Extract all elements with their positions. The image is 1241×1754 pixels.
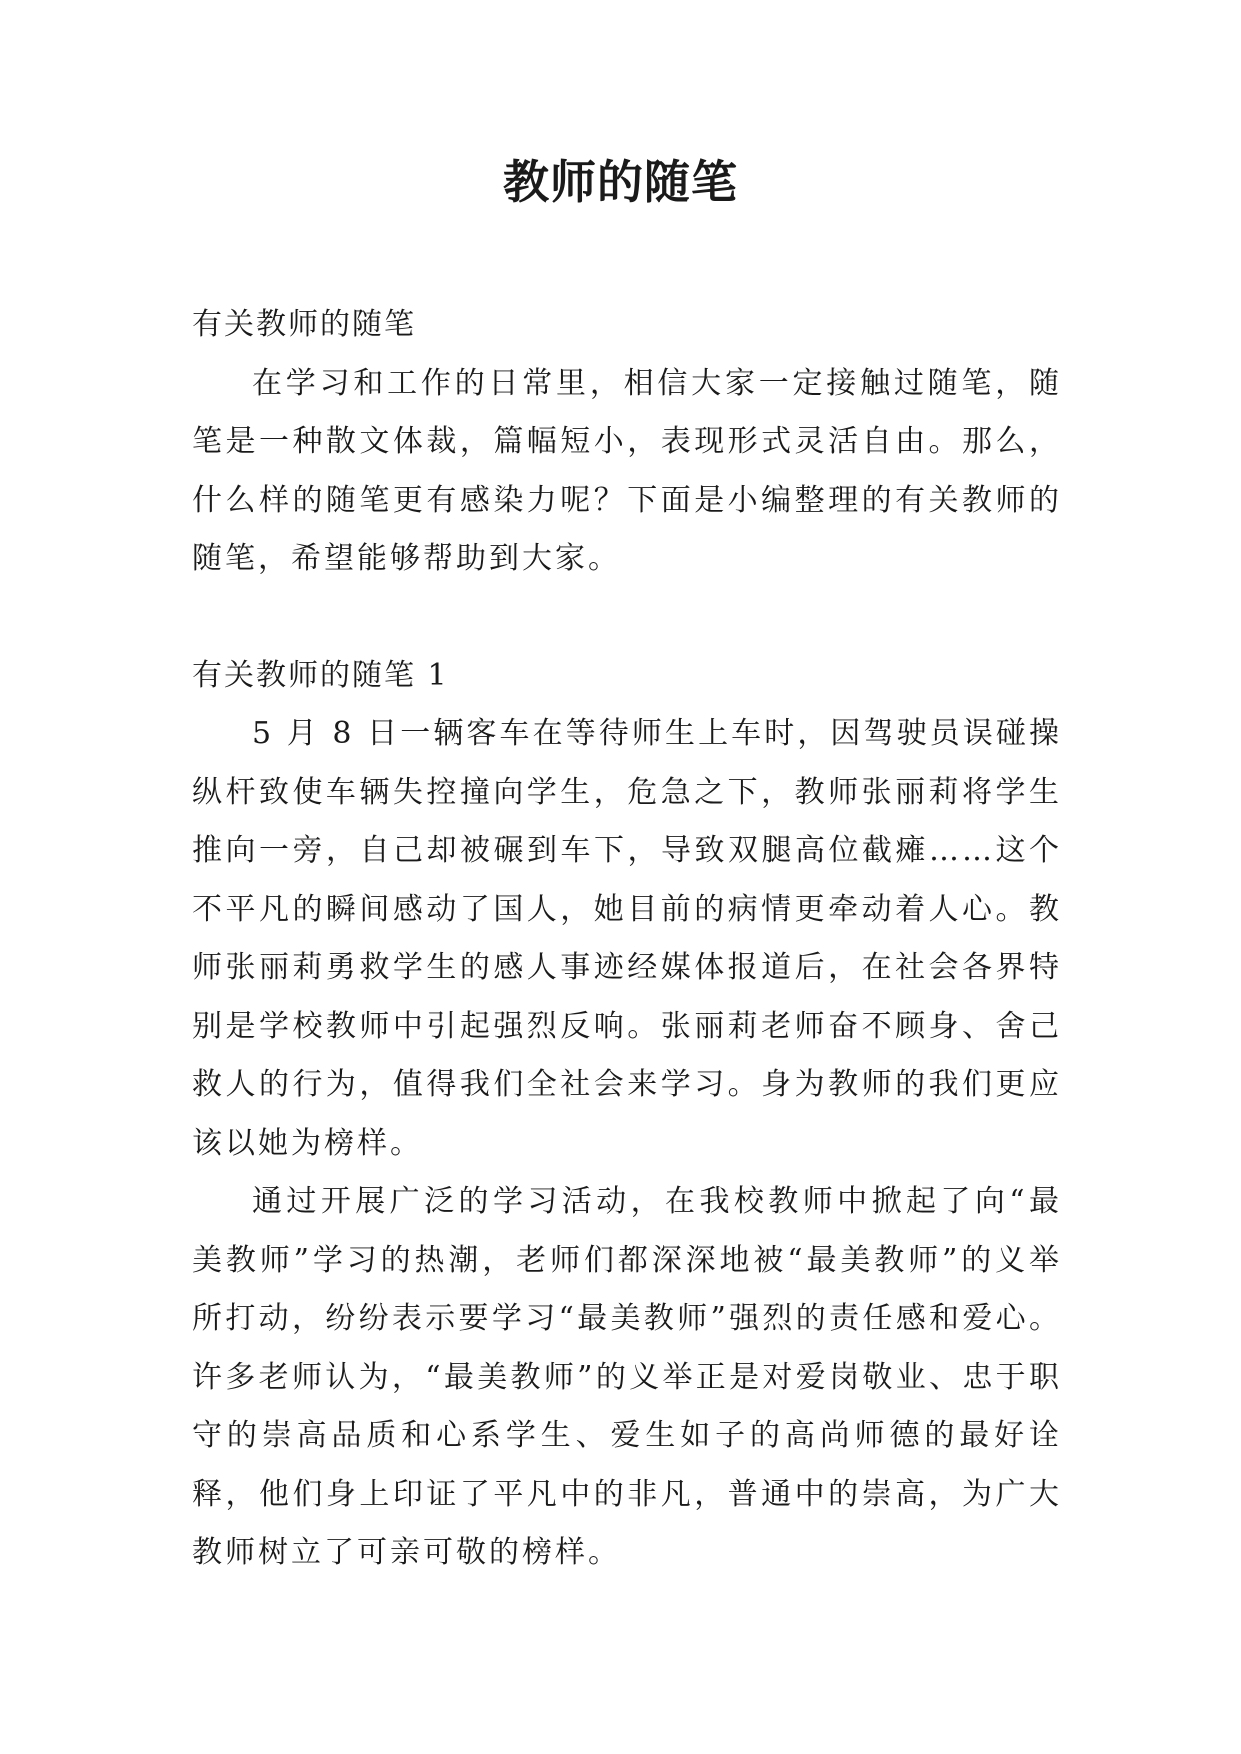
section-1-paragraph-1: 5 月 8 日一辆客车在等待师生上车时，因驾驶员误碰操纵杆致使车辆失控撞向学生，危急之下，教师张丽莉将学生推向一旁，自己却被碾到车下，导致双腿高位截瘫……这个不平凡的瞬间感动了国人，她目前的病情更牵动着人心。教师张丽莉勇救学生的感人事迹经媒体报道后，在社会各界特别是学校教师中引起强烈反响。张丽莉老师奋不顾身、舍己救人的行为，值得我们全社会来学习。身为教师的我们更应该以她为榜样。 [192,716,1062,1161]
section-spacer [192,589,1062,647]
document-body [192,296,1062,1583]
document-title: 教师的随笔 [503,155,738,209]
section-1-heading: 有关教师的随笔 1 [192,657,449,693]
section-1-paragraph-2: 通过开展广泛的学习活动，在我校教师中掀起了向“最美教师”学习的热潮，老师们都深深地被“最美教师”的义举所打动，纷纷表示要学习“最美教师”强烈的责任感和爱心。许多老师认为，“最美教师”的义举正是对爱岗敬业、忠于职守的崇高品质和心系学生、爱生如子的高尚师德的最好诠释，他们身上印证了平凡中的非凡，普通中的崇高，为广大教师树立了可亲可敬的榜样。 [192,1184,1062,1570]
intro-heading: 有关教师的随笔 [192,307,416,342]
intro-paragraph: 在学习和工作的日常里，相信大家一定接触过随笔，随笔是一种散文体裁，篇幅短小，表现形式灵活自由。那么，什么样的随笔更有感染力呢？下面是小编整理的有关教师的随笔，希望能够帮助到大家。 [192,365,1062,576]
